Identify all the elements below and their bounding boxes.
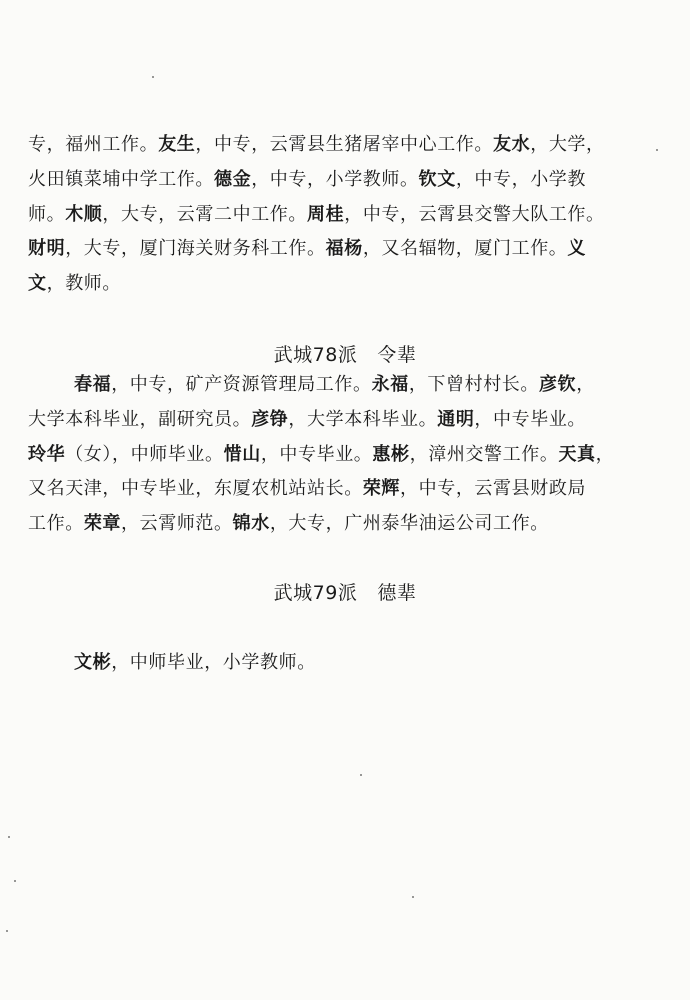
text-run: ，大专，云霄二中工作。	[102, 203, 308, 225]
section-title: 武城79派	[273, 582, 358, 604]
person-name: 通明	[437, 408, 475, 430]
scan-speck	[152, 76, 154, 78]
person-name: 德金	[214, 168, 252, 190]
text-line	[28, 163, 668, 198]
scan-speck	[656, 149, 658, 151]
text-line	[28, 438, 668, 473]
text-run: ，教师。	[46, 273, 122, 295]
generation-label: 德辈	[377, 582, 417, 604]
person-name: 彦钦	[539, 374, 577, 395]
scan-speck	[412, 896, 414, 898]
text-run: 火田镇菜埔中学工作。	[28, 168, 214, 190]
scan-speck	[360, 774, 362, 776]
person-name: 义	[567, 238, 587, 260]
person-name: 福杨	[325, 238, 363, 260]
text-run: ，大学，	[530, 134, 605, 155]
person-name: 惠彬	[372, 443, 410, 465]
person-name: 天真	[558, 443, 596, 465]
text-line	[28, 403, 668, 438]
section-79-paragraph	[28, 646, 668, 681]
text-run: ，云霄师范。	[121, 513, 233, 535]
section-heading-78	[0, 340, 690, 367]
person-name: 锦水	[232, 513, 270, 535]
text-run: 师。	[28, 203, 66, 225]
text-run: ，中专，云霄县财政局	[400, 478, 587, 500]
scan-speck	[14, 880, 16, 882]
text-run: ，大专，厦门海关财务科工作。	[65, 238, 326, 260]
text-run: （女），中师毕业。	[65, 443, 224, 465]
text-run: ，中专毕业。	[474, 408, 587, 430]
text-run: 大学本科毕业，副研究员。	[28, 408, 252, 430]
section-78-paragraph	[28, 368, 668, 542]
text-run: ，漳州交警工作。	[409, 443, 559, 465]
person-name: 友生	[158, 134, 196, 155]
text-run: ，	[595, 443, 615, 465]
text-line	[28, 646, 668, 681]
section-heading-79	[0, 578, 690, 605]
text-run: ，中专，小学教	[455, 168, 587, 190]
person-name: 荣辉	[362, 478, 401, 500]
paragraph-continued	[28, 128, 668, 302]
scan-speck	[8, 836, 10, 838]
person-name: 友水	[493, 134, 531, 155]
generation-label: 令辈	[377, 344, 417, 366]
person-name: 文	[28, 273, 47, 295]
person-name: 荣章	[83, 513, 122, 535]
person-name: 玲华	[28, 443, 66, 465]
person-name: 周桂	[307, 203, 345, 225]
text-run: ，大学本科毕业。	[288, 408, 438, 430]
text-line	[28, 267, 668, 302]
text-run: 工作。	[28, 513, 84, 535]
text-run: 又名天津，中专毕业，东厦农机站站长。	[28, 478, 363, 500]
person-name: 惜山	[223, 443, 261, 465]
person-name: 钦文	[418, 168, 456, 190]
person-name: 木顺	[65, 203, 103, 225]
person-name: 文彬	[74, 652, 112, 673]
text-run: ，大专，广州泰华油运公司工作。	[269, 513, 549, 535]
scan-speck	[6, 930, 8, 932]
person-name: 财明	[28, 238, 66, 260]
section-title: 武城78派	[273, 344, 358, 366]
text-run: ，中专毕业。	[260, 443, 373, 465]
text-run: ，中专，矿产资源管理局工作。	[111, 374, 372, 395]
text-line	[28, 368, 668, 403]
person-name: 永福	[371, 374, 409, 395]
text-line	[28, 232, 668, 267]
text-run: ，又名辐物，厦门工作。	[362, 238, 568, 260]
text-run: ，中专，云霄县交警大队工作。	[344, 203, 605, 225]
text-line	[28, 507, 668, 542]
text-run: ，中师毕业，小学教师。	[111, 652, 316, 673]
text-run: ，中专，云霄县生猪屠宰中心工作。	[195, 134, 494, 155]
text-line	[28, 198, 668, 233]
text-run: ，	[576, 374, 595, 395]
text-line	[28, 472, 668, 507]
person-name: 春福	[74, 374, 112, 395]
text-run: 专，福州工作。	[28, 134, 159, 155]
text-run: ，下曾村村长。	[408, 374, 540, 395]
person-name: 彦铮	[251, 408, 289, 430]
text-line	[28, 128, 668, 163]
text-run: ，中专，小学教师。	[251, 168, 419, 190]
